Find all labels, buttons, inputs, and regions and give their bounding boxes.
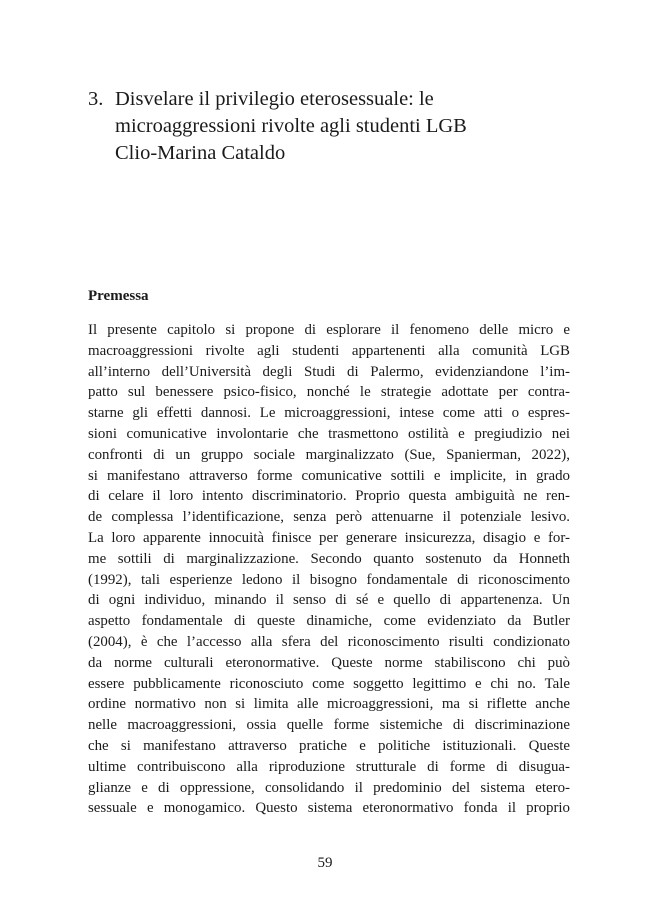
paragraph-line: macroaggressioni rivolte agli studenti appartenenti alla comunità LGB bbox=[88, 342, 570, 359]
paragraph-line: Il presente capitolo si propone di esplorare il fenomeno delle micro e bbox=[88, 322, 570, 338]
paragraph-line: da norme culturali eteronormative. Queste norme stabiliscono chi può bbox=[88, 654, 570, 671]
paragraph-line: sioni comunicative involontarie che trasmettono ostilità e pregiudizio nei bbox=[88, 425, 570, 442]
paragraph-line: ultime contribuiscono alla riproduzione strutturale di forme di disugua- bbox=[88, 758, 570, 775]
section-title: Premessa bbox=[88, 288, 149, 304]
paragraph-line: nelle macroaggressioni, ossia quelle forme sistemiche di discriminazione bbox=[88, 717, 570, 734]
body-paragraph bbox=[88, 320, 570, 819]
chapter-author: Clio-Marina Cataldo bbox=[115, 142, 286, 164]
paragraph-line: sessuale e monogamico. Questo sistema eteronormativo fonda il proprio bbox=[88, 800, 570, 817]
chapter-number: 3. bbox=[88, 88, 104, 110]
chapter-title-line-1: Disvelare il privilegio eterosessuale: le bbox=[115, 88, 434, 110]
paragraph-line: di ogni individuo, minando il senso di sé e quello di appartenenza. Un bbox=[88, 592, 570, 609]
paragraph-line: La loro apparente innocuità finisce per generare insicurezza, disagio e for- bbox=[88, 529, 570, 546]
paragraph-line: confronti di un gruppo sociale marginalizzato (Sue, Spanierman, 2022), bbox=[88, 446, 570, 463]
paragraph-line: aspetto fondamentale di queste dinamiche, come evidenziato da Butler bbox=[88, 613, 570, 630]
paragraph-line: patto sul benessere psico-fisico, nonché le strategie adottate per contra- bbox=[88, 384, 570, 401]
chapter-heading bbox=[88, 86, 588, 167]
paragraph-line: glianze e di oppressione, consolidando il predominio del sistema etero- bbox=[88, 779, 570, 796]
paragraph-line: ordine normativo non si limita alle microaggressioni, ma si riflette anche bbox=[88, 696, 570, 713]
paragraph-line: starne gli effetti dannosi. Le microaggressioni, intese come atti o espres- bbox=[88, 405, 570, 422]
paragraph-line: (1992), tali esperienze ledono il bisogno fondamentale di riconoscimento bbox=[88, 571, 570, 588]
paragraph-line: che si manifestano attraverso pratiche e politiche istituzionali. Queste bbox=[88, 737, 570, 754]
paragraph-line: me sottili di marginalizzazione. Secondo quanto sostenuto da Honneth bbox=[88, 550, 570, 567]
paragraph-line: si manifestano attraverso forme comunicative sottili e implicite, in grado bbox=[88, 467, 570, 484]
paragraph-line: (2004), è che l’accesso alla sfera del riconoscimento risulti condizionato bbox=[88, 633, 570, 650]
paragraph-line: di celare il loro intento discriminatorio. Proprio questa ambiguità ne ren- bbox=[88, 488, 570, 505]
chapter-title-line-2: microaggressioni rivolte agli studenti LGB bbox=[115, 115, 467, 137]
page-number: 59 bbox=[317, 855, 333, 871]
paragraph-line: essere pubblicamente riconosciuto come soggetto legittimo e chi no. Tale bbox=[88, 675, 570, 692]
paragraph-line: all’interno dell’Università degli Studi di Palermo, evidenziandone l’im- bbox=[88, 363, 570, 380]
paragraph-line: de complessa l’identificazione, senza però attenuarne il potenziale lesivo. bbox=[88, 509, 570, 526]
